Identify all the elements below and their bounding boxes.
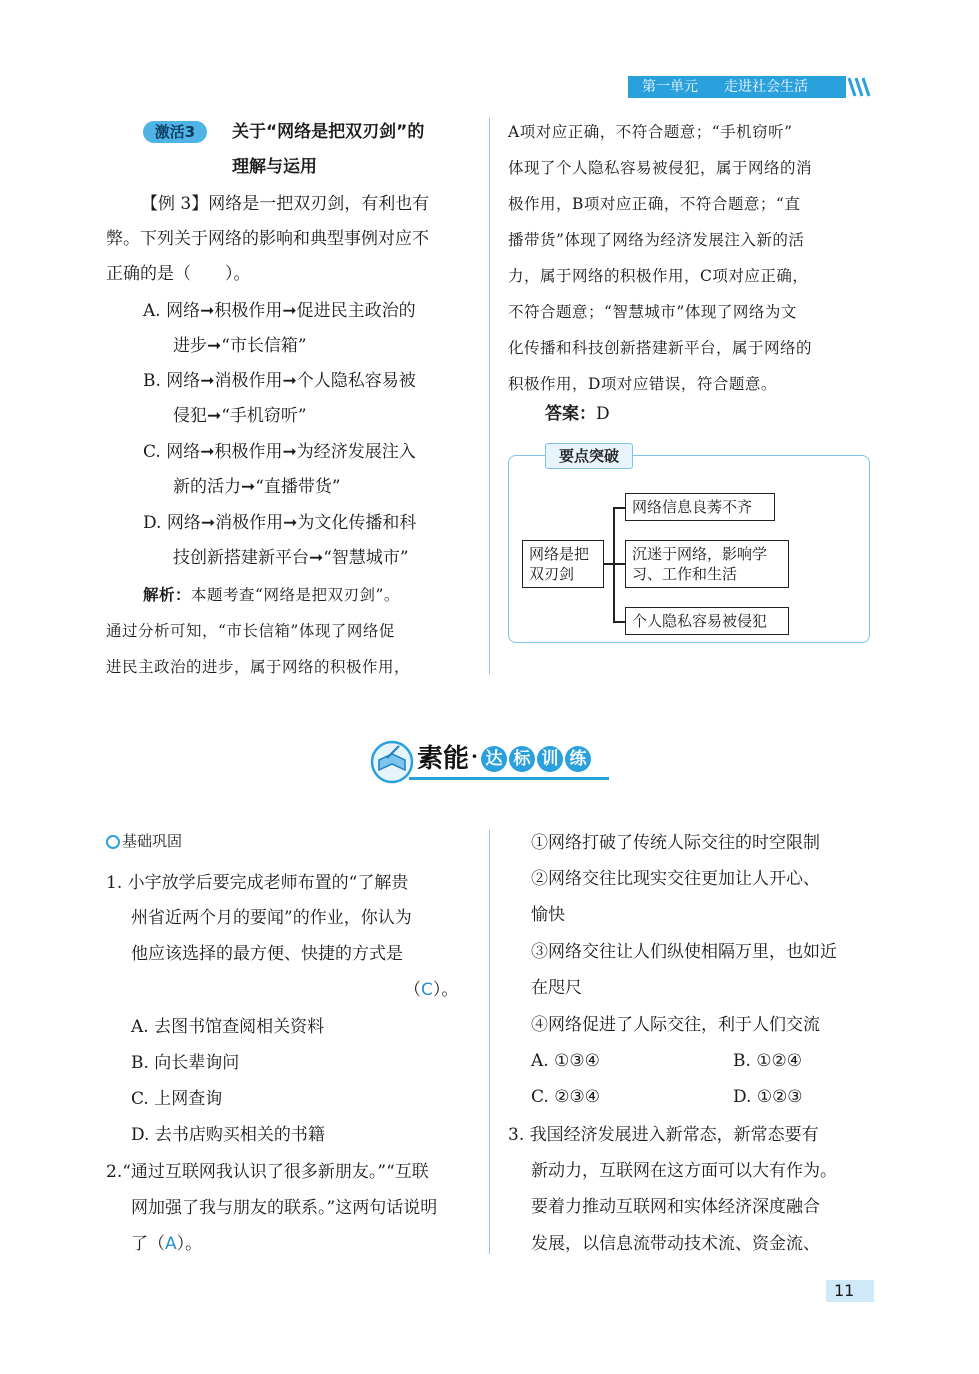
example-line: 弊。下列关于网络的影响和典型事例对应不 — [106, 229, 429, 249]
analysis-line: 不符合题意；“智慧城市”体现了网络为文 — [508, 303, 797, 321]
analysis-line: 播带货”体现了网络为经济发展注入新的活 — [508, 231, 805, 249]
option-b-cont: 侵犯➞“手机窃听” — [173, 406, 307, 426]
analysis-label: 解析： — [143, 586, 192, 604]
option-b: B. 网络➞消极作用➞个人隐私容易被 — [143, 371, 416, 391]
stripes-icon — [846, 76, 874, 98]
unit-title: 走进社会生活 — [724, 79, 808, 95]
answer-blank: （C）。 — [404, 980, 459, 1000]
banner-char: 达 — [481, 746, 507, 772]
choice: A. ①③④ — [531, 1051, 600, 1071]
analysis-line: A项对应正确，不符合题意；“手机窃听” — [508, 123, 793, 141]
question-line: 3. 我国经济发展进入新常态，新常态要有 — [508, 1125, 819, 1145]
statement: 在咫尺 — [531, 978, 582, 998]
subsection-title: 基础巩固 — [122, 832, 183, 850]
statement: ③网络交往让人们纵使相隔万里，也如近 — [531, 942, 837, 962]
option-c: C. 网络➞积极作用➞为经济发展注入 — [143, 442, 416, 462]
statement: ④网络促进了人际交往，利于人们交流 — [531, 1015, 820, 1035]
option-c-cont: 新的活力➞“直播带货” — [173, 477, 341, 497]
question-line: 州省近两个月的要闻”的作业，你认为 — [131, 908, 412, 928]
option-d-cont: 技创新搭建新平台➞“智慧城市” — [173, 548, 409, 568]
unit-number: 第一单元 — [642, 79, 698, 95]
option-a-cont: 进步➞“市长信箱” — [173, 336, 307, 356]
choice: C. ②③④ — [531, 1087, 600, 1107]
banner-char: 标 — [509, 746, 535, 772]
question-line: 1. 小宇放学后要完成老师布置的“了解贵 — [106, 873, 409, 893]
option-item: D. 去书店购买相关的书籍 — [131, 1125, 325, 1145]
diagram-branch: 网络信息良莠不齐 — [625, 493, 775, 521]
answer-label: 答案： — [545, 404, 596, 424]
analysis-line: 体现了个人隐私容易被侵犯，属于网络的消 — [508, 159, 813, 177]
answer-value: A — [165, 1234, 177, 1254]
diagram-branch: 沉迷于网络，影响学 习、工作和生活 — [625, 540, 789, 588]
activation-badge: 激活3 — [143, 121, 207, 143]
answer-blank: 了（A）。 — [131, 1234, 203, 1254]
question-line: 他应该选择的最方便、快捷的方式是 — [131, 944, 403, 964]
diagram-root: 网络是把 双刃剑 — [522, 540, 604, 588]
activation-heading: 关于“网络是把双刃剑”的 — [232, 122, 425, 142]
column-divider — [489, 830, 490, 1254]
analysis-line: 解析：本题考查“网络是把双刃剑”。 — [143, 586, 400, 604]
answer-value: D — [596, 404, 610, 424]
connector — [613, 507, 625, 509]
analysis-line: 力，属于网络的积极作用，C项对应正确， — [508, 267, 809, 285]
page-number-tab — [826, 1280, 874, 1302]
section-banner — [369, 738, 619, 784]
diagram-branch: 个人隐私容易被侵犯 — [625, 607, 789, 635]
banner-main: 素能 — [417, 744, 470, 774]
analysis-line: 积极作用，D项对应错误，符合题意。 — [508, 375, 777, 393]
question-line: 2.“通过互联网我认识了很多新朋友。”“互联 — [106, 1162, 429, 1182]
banner-dot: · — [471, 744, 478, 768]
question-line: 要着力推动互联网和实体经济深度融合 — [531, 1197, 820, 1217]
banner-char: 练 — [565, 746, 591, 772]
activation-heading-2: 理解与运用 — [232, 157, 317, 177]
analysis-line: 进民主政治的进步，属于网络的积极作用， — [106, 658, 411, 676]
option-a: A. 网络➞积极作用➞促进民主政治的 — [143, 301, 416, 321]
key-points-title: 要点突破 — [545, 443, 633, 469]
question-line: 发展，以信息流带动技术流、资金流、 — [531, 1234, 820, 1254]
statement: ②网络交往比现实交往更加让人开心、 — [531, 869, 820, 889]
analysis-line: 化传播和科技创新搭建新平台，属于网络的 — [508, 339, 813, 357]
statement: 愉快 — [531, 905, 565, 925]
connector — [613, 507, 615, 622]
banner-char: 训 — [537, 746, 563, 772]
connector — [613, 621, 625, 623]
option-item: A. 去图书馆查阅相关资料 — [131, 1017, 325, 1037]
option-d: D. 网络➞消极作用➞为文化传播和科 — [143, 513, 417, 533]
circle-bullet-icon — [106, 835, 120, 849]
answer-value: C — [421, 980, 433, 1000]
question-line: 新动力，互联网在这方面可以大有作为。 — [531, 1161, 837, 1181]
question-line: 网加强了我与朋友的联系。”这两句话说明 — [131, 1198, 438, 1218]
example-line: 正确的是（ ）。 — [106, 264, 251, 284]
column-divider — [489, 118, 490, 674]
option-item: B. 向长辈询问 — [131, 1053, 240, 1073]
example-line: 【例 3】网络是一把双刃剑，有利也有 — [141, 194, 430, 214]
unit-header — [628, 76, 874, 98]
analysis-line: 极作用，B项对应正确，不符合题意；“直 — [508, 195, 801, 213]
analysis-line: 通过分析可知，“市长信箱”体现了网络促 — [106, 622, 395, 640]
statement: ①网络打破了传统人际交往的时空限制 — [531, 833, 820, 853]
answer-line — [545, 397, 610, 432]
page-number: 11 — [834, 1281, 855, 1300]
option-item: C. 上网查询 — [131, 1089, 223, 1109]
banner-underline — [409, 777, 609, 780]
choice: B. ①②④ — [733, 1051, 803, 1071]
choice: D. ①②③ — [733, 1087, 803, 1107]
connector — [613, 563, 625, 565]
